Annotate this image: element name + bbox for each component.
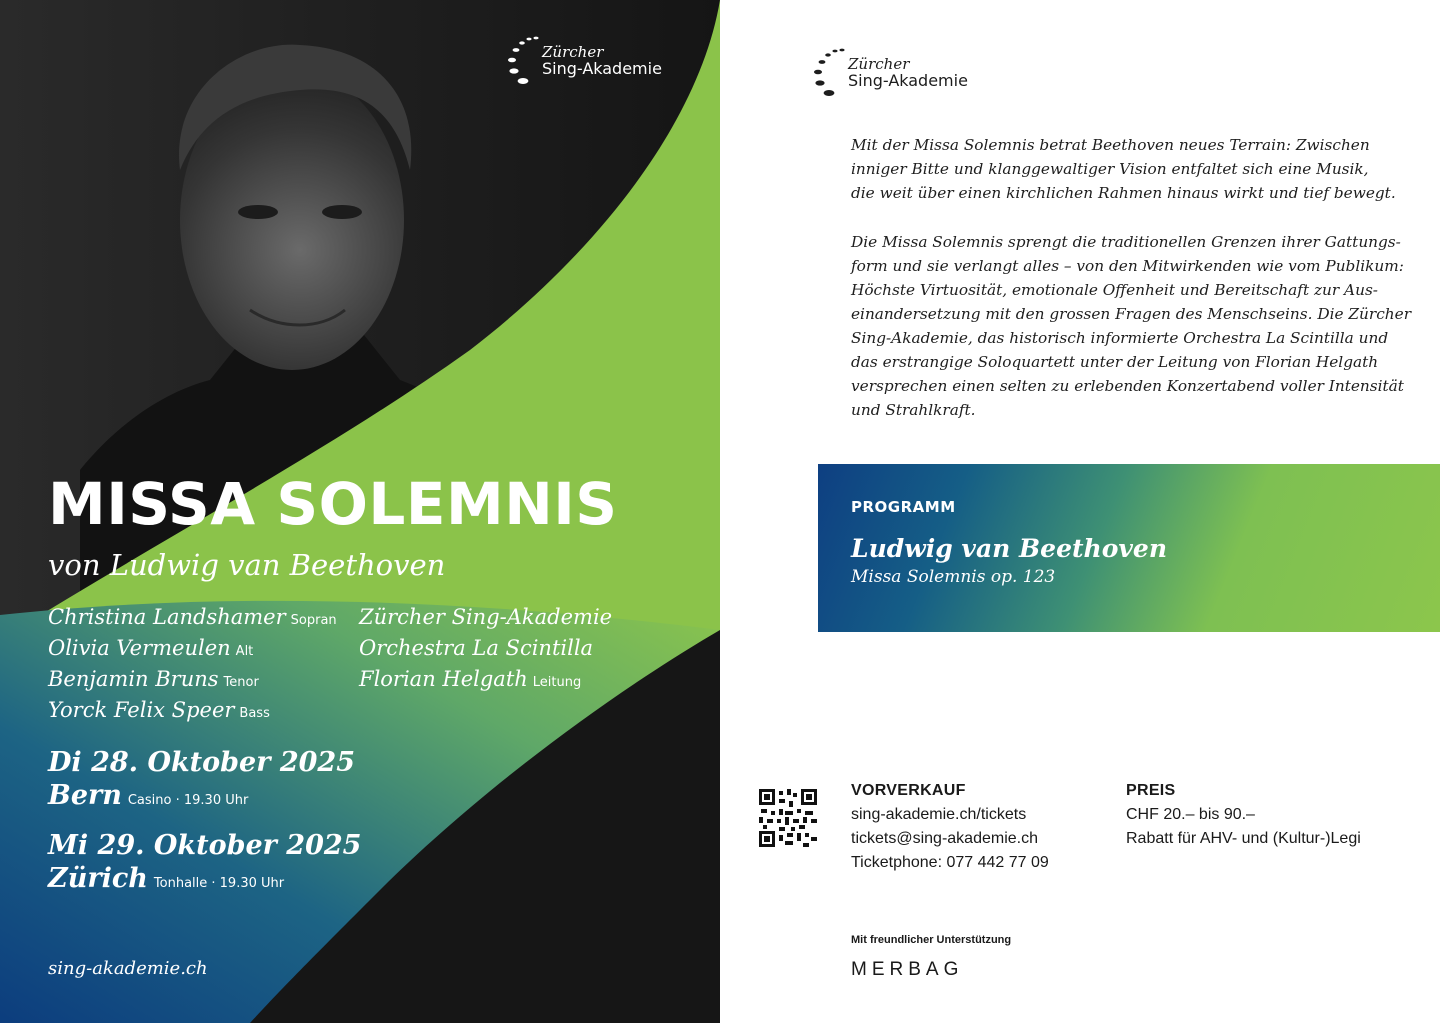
poster-subtitle: von Ludwig van Beethoven [48,548,446,582]
ensemble-name: Zürcher Sing-Akademie [359,605,613,629]
soloist-name: Christina Landshamer [48,605,286,629]
ensemble-row [359,667,612,698]
paragraph-line: Höchste Virtuosität, emotionale Offenheit und Bereitschaft zur Aus- [851,281,1378,299]
logo-name-line2: Sing-Akademie [848,71,968,91]
support-label: Mit freundlicher Unterstützung [851,934,1012,946]
event-bern [48,746,355,811]
sponsor-logo: MERBAG [851,959,964,980]
presale-block [851,782,1049,878]
logo-name-line2: Sing-Akademie [542,59,662,79]
presale-heading: VORVERKAUF [851,782,966,799]
soloist-row [48,636,337,667]
event-venue: Casino · 19.30 Uhr [127,793,249,808]
conductor-name: Florian Helgath [359,667,528,691]
paragraph-line: inniger Bitte und klanggewaltiger Vision entfaltet sich eine Musik, [851,160,1369,178]
description-paragraph-2 [851,230,1411,422]
paragraph-line: form und sie verlangt alles – von den Mitwirkenden wie vom Publikum: [851,257,1404,275]
logo [812,46,968,100]
ensemble-row [359,605,612,636]
soloist-name: Yorck Felix Speer [48,698,235,722]
soloist-role: Bass [239,706,270,721]
ensemble-row [359,636,612,667]
paragraph-line: Die Missa Solemnis sprengt die traditionellen Grenzen ihrer Gattungs- [851,233,1401,251]
logo-name-line1: Zürcher [848,55,910,74]
program-box [818,464,1440,632]
event-date: Mi 29. Oktober 2025 [48,830,362,861]
paragraph-line: das erstrangige Soloquartett unter der Leitung von Florian Helgath [851,353,1379,371]
soloists-list [48,605,337,729]
website-link[interactable]: sing-akademie.ch [48,958,208,979]
soloist-name: Olivia Vermeulen [48,636,231,660]
poster-title: MISSA SOLEMNIS [48,470,618,538]
soloist-role: Sopran [290,613,337,628]
price-discount: Rabatt für AHV- und (Kultur-)Legi [1126,830,1361,847]
price-heading: PREIS [1126,782,1176,799]
program-composer: Ludwig van Beethoven [851,534,1167,563]
soloist-row [48,605,337,636]
logo-name-line1: Zürcher [542,43,604,62]
price-range: CHF 20.– bis 90.– [1126,806,1255,823]
paragraph-line: Sing-Akademie, das historisch informierte Orchestra La Scintilla und [851,329,1389,347]
tickets-url-link[interactable]: sing-akademie.ch/tickets [851,806,1027,823]
price-block [1126,782,1361,854]
paragraph-line: und Strahlkraft. [851,401,976,419]
event-date: Di 28. Oktober 2025 [48,747,355,778]
logo-icon [506,34,542,88]
event-venue: Tonhalle · 19.30 Uhr [153,876,285,891]
ensemble-name: Orchestra La Scintilla [359,636,594,660]
qr-code-icon[interactable] [759,789,817,847]
ensembles-list [359,605,612,698]
ticketphone: Ticketphone: 077 442 77 09 [851,854,1049,871]
conductor-role: Leitung [532,675,582,690]
soloist-role: Alt [235,644,254,659]
description-paragraph-1 [851,133,1411,205]
soloist-role: Tenor [223,675,259,690]
event-zurich [48,829,361,894]
soloist-row [48,667,337,698]
event-city: Zürich [48,863,148,894]
soloist-name: Benjamin Bruns [48,667,219,691]
paragraph-line: versprechen einen selten zu erlebenden Konzertabend voller Intensität [851,377,1404,395]
paragraph-line: die weit über einen kirchlichen Rahmen hinaus wirkt und tief bewegt. [851,184,1396,202]
tickets-email-link[interactable]: tickets@sing-akademie.ch [851,830,1038,847]
program-label: PROGRAMM [851,498,956,516]
paragraph-line: Mit der Missa Solemnis betrat Beethoven neues Terrain: Zwischen [851,136,1370,154]
program-work: Missa Solemnis op. 123 [851,567,1056,587]
logo-icon [812,46,848,100]
logo [506,34,662,88]
soloist-row [48,698,337,729]
paragraph-line: einandersetzung mit den grossen Fragen des Menschseins. Die Zürcher [851,305,1412,323]
event-city: Bern [48,780,122,811]
